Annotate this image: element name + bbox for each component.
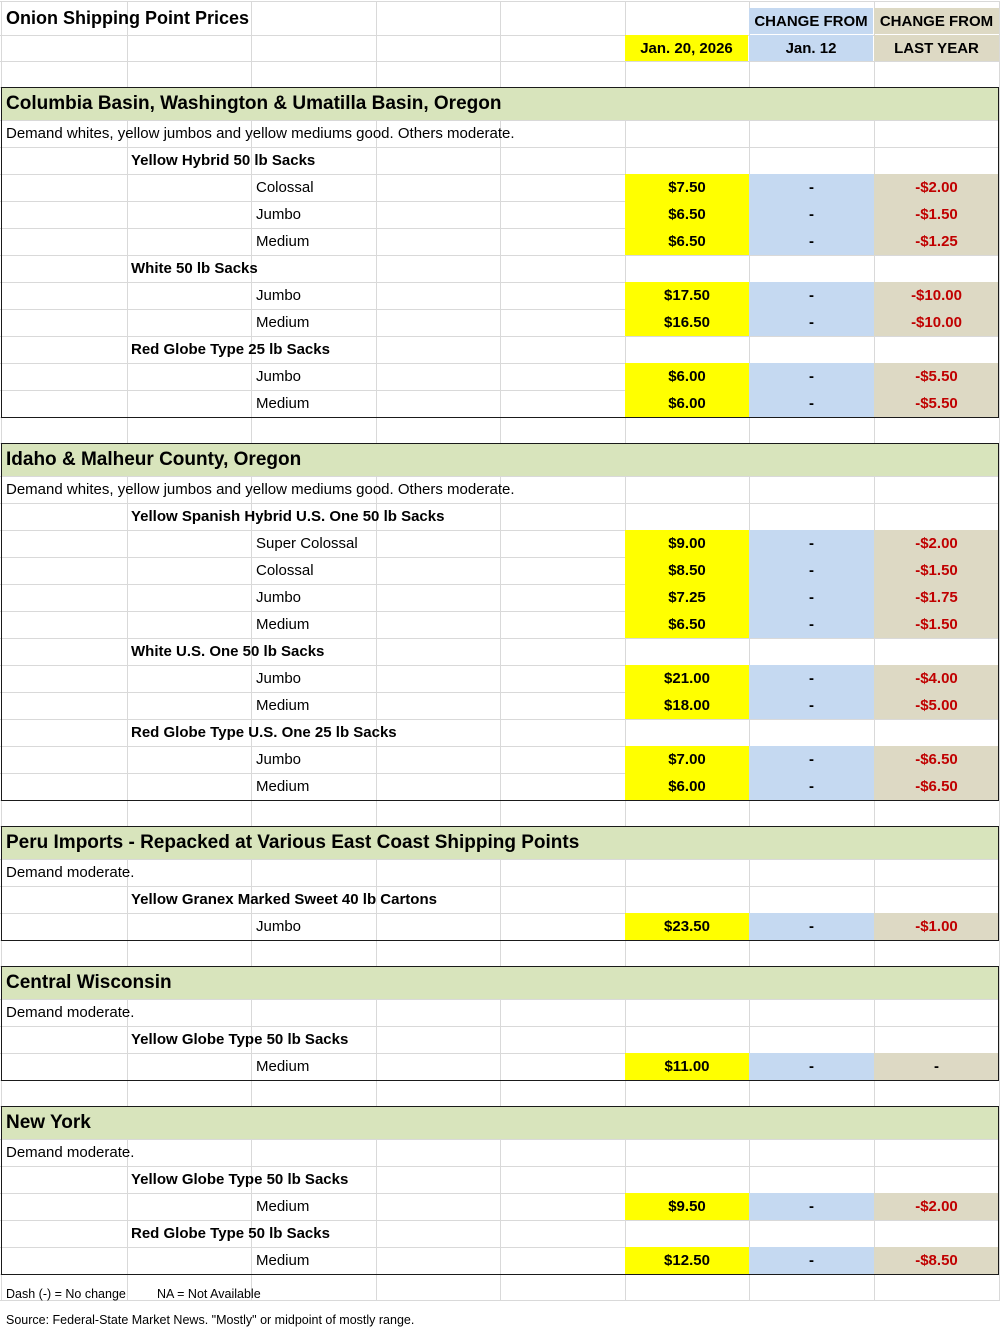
change-from-prev-cell: - bbox=[749, 363, 874, 390]
size-label: Medium bbox=[256, 616, 310, 633]
change-from-prev-cell: - bbox=[749, 611, 874, 638]
change-from-prev-cell: - bbox=[749, 773, 874, 800]
price-cell: $6.00 bbox=[625, 390, 749, 417]
size-label: Jumbo bbox=[256, 751, 302, 768]
change-from-last-year-cell: -$5.50 bbox=[874, 390, 999, 417]
change-from-last-year-cell: -$2.00 bbox=[874, 530, 999, 557]
size-label: Jumbo bbox=[256, 287, 302, 304]
price-cell: $7.50 bbox=[625, 174, 749, 201]
size-label: Jumbo bbox=[256, 206, 302, 223]
section-demand: Demand moderate. bbox=[6, 1004, 135, 1021]
source-note: Source: Federal-State Market News. "Mostly" or midpoint of mostly range. bbox=[6, 1312, 415, 1327]
change-from-last-year-cell: -$1.50 bbox=[874, 201, 999, 228]
size-label: Medium bbox=[256, 1252, 310, 1269]
header-change-from-last-year: CHANGE FROM bbox=[874, 8, 999, 34]
size-label: Jumbo bbox=[256, 918, 302, 935]
change-from-last-year-cell: -$2.00 bbox=[874, 174, 999, 201]
size-label: Jumbo bbox=[256, 670, 302, 687]
change-from-prev-cell: - bbox=[749, 584, 874, 611]
change-from-last-year-cell: -$1.75 bbox=[874, 584, 999, 611]
category-label: Yellow Globe Type 50 lb Sacks bbox=[131, 1171, 349, 1188]
change-from-last-year-cell: -$2.00 bbox=[874, 1193, 999, 1220]
change-from-last-year-cell: -$1.00 bbox=[874, 913, 999, 940]
change-from-last-year-cell: - bbox=[874, 1053, 999, 1080]
price-cell: $9.00 bbox=[625, 530, 749, 557]
change-from-last-year-cell: -$1.50 bbox=[874, 611, 999, 638]
change-from-last-year-cell: -$5.00 bbox=[874, 692, 999, 719]
change-from-prev-cell: - bbox=[749, 1193, 874, 1220]
size-label: Colossal bbox=[256, 562, 314, 579]
category-label: Yellow Spanish Hybrid U.S. One 50 lb Sacks bbox=[131, 508, 445, 525]
price-cell: $8.50 bbox=[625, 557, 749, 584]
size-label: Medium bbox=[256, 1058, 310, 1075]
section-demand: Demand moderate. bbox=[6, 864, 135, 881]
section-title: Columbia Basin, Washington & Umatilla Basin, Oregon bbox=[6, 92, 502, 114]
category-label: White U.S. One 50 lb Sacks bbox=[131, 643, 325, 660]
price-cell: $23.50 bbox=[625, 913, 749, 940]
legend-dash: Dash (-) = No change bbox=[6, 1287, 126, 1301]
section-title: Central Wisconsin bbox=[6, 971, 172, 993]
change-from-prev-cell: - bbox=[749, 228, 874, 255]
price-cell: $6.50 bbox=[625, 228, 749, 255]
size-label: Medium bbox=[256, 233, 310, 250]
header-date: Jan. 20, 2026 bbox=[625, 35, 748, 61]
change-from-prev-cell: - bbox=[749, 201, 874, 228]
change-from-last-year-cell: -$1.50 bbox=[874, 557, 999, 584]
size-label: Colossal bbox=[256, 179, 314, 196]
change-from-prev-cell: - bbox=[749, 174, 874, 201]
header-change-from-prev: CHANGE FROM bbox=[749, 8, 873, 34]
section-title: Peru Imports - Repacked at Various East Coast Shipping Points bbox=[6, 831, 580, 853]
price-cell: $11.00 bbox=[625, 1053, 749, 1080]
section-demand: Demand whites, yellow jumbos and yellow mediums good. Others moderate. bbox=[6, 481, 515, 498]
change-from-prev-cell: - bbox=[749, 309, 874, 336]
price-cell: $6.50 bbox=[625, 611, 749, 638]
category-label: White 50 lb Sacks bbox=[131, 260, 258, 277]
page-title: Onion Shipping Point Prices bbox=[6, 7, 250, 28]
price-cell: $6.00 bbox=[625, 363, 749, 390]
change-from-prev-cell: - bbox=[749, 1247, 874, 1274]
price-cell: $16.50 bbox=[625, 309, 749, 336]
price-cell: $18.00 bbox=[625, 692, 749, 719]
change-from-prev-cell: - bbox=[749, 913, 874, 940]
change-from-prev-cell: - bbox=[749, 282, 874, 309]
change-from-last-year-cell: -$6.50 bbox=[874, 746, 999, 773]
price-cell: $9.50 bbox=[625, 1193, 749, 1220]
category-label: Red Globe Type 25 lb Sacks bbox=[131, 341, 330, 358]
legend-na: NA = Not Available bbox=[157, 1287, 261, 1301]
change-from-last-year-cell: -$8.50 bbox=[874, 1247, 999, 1274]
price-cell: $6.50 bbox=[625, 201, 749, 228]
change-from-prev-cell: - bbox=[749, 746, 874, 773]
change-from-last-year-cell: -$1.25 bbox=[874, 228, 999, 255]
size-label: Medium bbox=[256, 314, 310, 331]
change-from-prev-cell: - bbox=[749, 557, 874, 584]
section-title: Idaho & Malheur County, Oregon bbox=[6, 448, 302, 470]
size-label: Medium bbox=[256, 1198, 310, 1215]
size-label: Medium bbox=[256, 778, 310, 795]
size-label: Jumbo bbox=[256, 589, 302, 606]
category-label: Yellow Hybrid 50 lb Sacks bbox=[131, 152, 316, 169]
header-last-year: LAST YEAR bbox=[874, 35, 999, 61]
change-from-last-year-cell: -$4.00 bbox=[874, 665, 999, 692]
price-cell: $6.00 bbox=[625, 773, 749, 800]
category-label: Yellow Globe Type 50 lb Sacks bbox=[131, 1031, 349, 1048]
change-from-last-year-cell: -$10.00 bbox=[874, 309, 999, 336]
size-label: Super Colossal bbox=[256, 535, 358, 552]
section-demand: Demand moderate. bbox=[6, 1144, 135, 1161]
change-from-last-year-cell: -$6.50 bbox=[874, 773, 999, 800]
size-label: Medium bbox=[256, 395, 310, 412]
price-cell: $7.00 bbox=[625, 746, 749, 773]
change-from-prev-cell: - bbox=[749, 692, 874, 719]
category-label: Red Globe Type U.S. One 25 lb Sacks bbox=[131, 724, 397, 741]
price-cell: $21.00 bbox=[625, 665, 749, 692]
change-from-prev-cell: - bbox=[749, 390, 874, 417]
change-from-prev-cell: - bbox=[749, 665, 874, 692]
change-from-prev-cell: - bbox=[749, 530, 874, 557]
price-cell: $12.50 bbox=[625, 1247, 749, 1274]
header-prev-date: Jan. 12 bbox=[749, 35, 873, 61]
size-label: Medium bbox=[256, 697, 310, 714]
change-from-prev-cell: - bbox=[749, 1053, 874, 1080]
category-label: Yellow Granex Marked Sweet 40 lb Cartons bbox=[131, 891, 437, 908]
category-label: Red Globe Type 50 lb Sacks bbox=[131, 1225, 330, 1242]
section-demand: Demand whites, yellow jumbos and yellow mediums good. Others moderate. bbox=[6, 125, 515, 142]
size-label: Jumbo bbox=[256, 368, 302, 385]
section-title: New York bbox=[6, 1111, 91, 1133]
change-from-last-year-cell: -$5.50 bbox=[874, 363, 999, 390]
price-cell: $7.25 bbox=[625, 584, 749, 611]
change-from-last-year-cell: -$10.00 bbox=[874, 282, 999, 309]
price-cell: $17.50 bbox=[625, 282, 749, 309]
